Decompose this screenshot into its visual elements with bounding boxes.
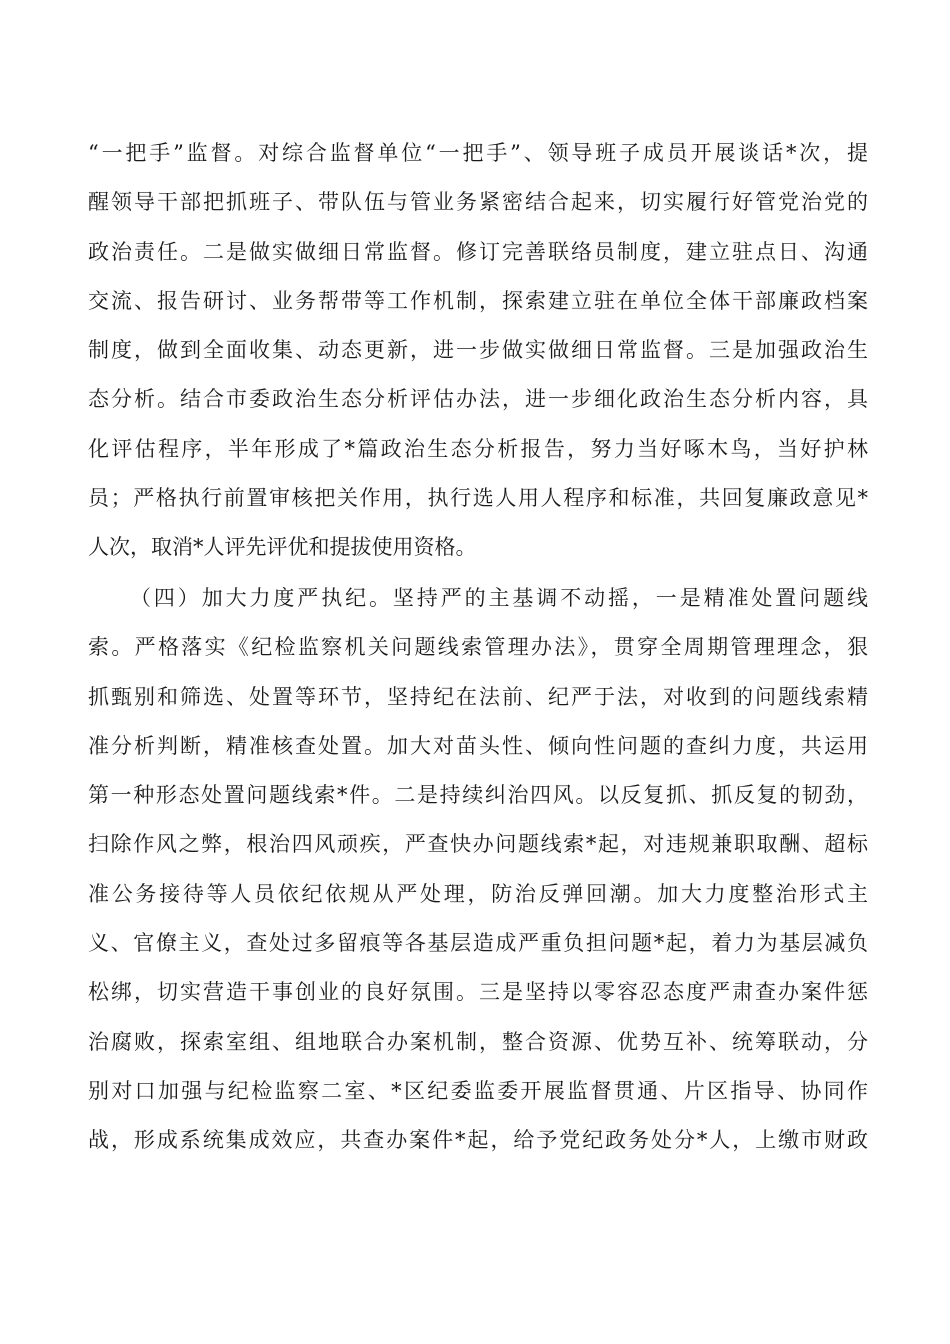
paragraph-line: 态分析。结合市委政治生态分析评估办法，进一步细化政治生态分析内容，具 xyxy=(88,387,868,412)
paragraph-line: 制度，做到全面收集、动态更新，进一步做实做细日常监督。三是加强政治生 xyxy=(88,338,868,363)
paragraph-line: 员；严格执行前置审核把关作用，执行选人用人程序和标准，共回复廉政意见* xyxy=(88,486,868,511)
paragraph-line: 战，形成系统集成效应，共查办案件*起，给予党纪政务处分*人，上缴市财政 xyxy=(88,1128,868,1153)
paragraph-line: 醒领导干部把抓班子、带队伍与管业务紧密结合起来，切实履行好管党治党的 xyxy=(88,190,868,215)
paragraph-line: 交流、报告研讨、业务帮带等工作机制，探索建立驻在单位全体干部廉政档案 xyxy=(88,288,868,313)
paragraph-line: 抓甄别和筛选、处置等环节，坚持纪在法前、纪严于法，对收到的问题线索精 xyxy=(88,684,868,709)
paragraph-line: 扫除作风之弊，根治四风顽疾，严查快办问题线索*起，对违规兼职取酬、超标 xyxy=(88,832,868,857)
paragraph-line: 索。严格落实《纪检监察机关问题线索管理办法》，贯穿全周期管理理念，狠 xyxy=(88,635,868,660)
paragraph-line: 化评估程序，半年形成了*篇政治生态分析报告，努力当好啄木鸟，当好护林 xyxy=(88,436,868,461)
paragraph-line: 人次，取消*人评先评优和提拔使用资格。 xyxy=(88,535,477,560)
paragraph-supervision xyxy=(88,129,868,573)
paragraph-discipline xyxy=(88,574,868,1166)
paragraph-line: 松绑，切实营造干事创业的良好氛围。三是坚持以零容忍态度严肃查办案件惩 xyxy=(88,980,868,1005)
paragraph-line: “一把手”监督。对综合监督单位“一把手”、领导班子成员开展谈话*次，提 xyxy=(88,141,868,165)
paragraph-line: 义、官僚主义，查处过多留痕等各基层造成严重负担问题*起，着力为基层减负 xyxy=(88,931,868,956)
paragraph-line: 别对口加强与纪检监察二室、*区纪委监委开展监督贯通、片区指导、协同作 xyxy=(88,1078,868,1103)
paragraph-line: 政治责任。二是做实做细日常监督。修订完善联络员制度，建立驻点日、沟通 xyxy=(88,239,868,264)
paragraph-line: 准公务接待等人员依纪依规从严处理，防治反弹回潮。加大力度整治形式主 xyxy=(88,881,868,906)
paragraph-line: 治腐败，探索室组、组地联合办案机制，整合资源、优势互补、统筹联动，分 xyxy=(88,1029,868,1054)
paragraph-line: （四）加大力度严执纪。坚持严的主基调不动摇，一是精准处置问题线 xyxy=(130,586,868,610)
paragraph-line: 第一种形态处置问题线索*件。二是持续纠治四风。以反复抓、抓反复的韧劲， xyxy=(88,783,868,808)
paragraph-line: 准分析判断，精准核查处置。加大对苗头性、倾向性问题的查纠力度，共运用 xyxy=(88,733,868,758)
